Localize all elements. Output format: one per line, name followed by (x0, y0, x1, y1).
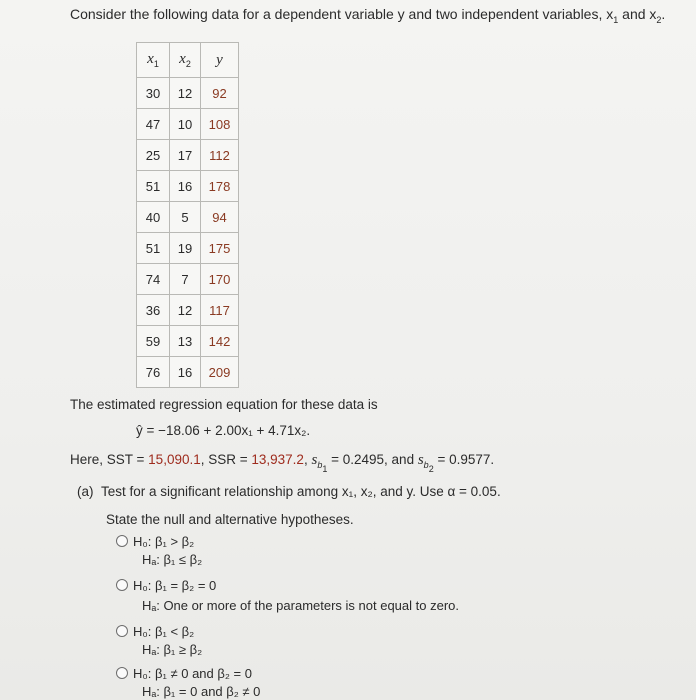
hypothesis-option-2-ha: Hₐ: One or more of the parameters is not equal to zero. (142, 598, 459, 613)
hypothesis-option-3[interactable]: H₀: β₁ < β₂ (116, 624, 194, 639)
cell-y: 178 (201, 171, 239, 202)
table-row (137, 295, 239, 326)
table-row (137, 109, 239, 140)
table-row (137, 357, 239, 388)
cell-x2: 12 (170, 295, 201, 326)
table-row (137, 78, 239, 109)
cell-x2: 17 (170, 140, 201, 171)
cell-x2: 5 (170, 202, 201, 233)
table-row (137, 233, 239, 264)
cell-x2: 12 (170, 78, 201, 109)
column-header-x2: $x_2$ (170, 43, 201, 78)
ssr-value: 13,937.2 (251, 452, 304, 467)
cell-x2: 10 (170, 109, 201, 140)
table-row (137, 202, 239, 233)
hypothesis-option-1[interactable]: H₀: β₁ > β₂ (116, 534, 194, 549)
sb2-value: = 0.9577. (437, 452, 495, 467)
cell-y: 92 (201, 78, 239, 109)
sb1-value: = 0.2495 (331, 452, 385, 467)
table-row (137, 326, 239, 357)
cell-y: 112 (201, 140, 239, 171)
table-header-row (137, 43, 239, 78)
hypothesis-option-4-ha: Hₐ: β₁ = 0 and β₂ ≠ 0 (142, 684, 261, 699)
radio-button[interactable] (116, 667, 128, 679)
cell-x2: 7 (170, 264, 201, 295)
regression-equation: ŷ = −18.06 + 2.00x₁ + 4.71x₂. (136, 423, 311, 438)
cell-x1: 25 (137, 140, 170, 171)
cell-x2: 13 (170, 326, 201, 357)
hypotheses-prompt: State the null and alternative hypotheses. (106, 512, 354, 527)
cell-y: 175 (201, 233, 239, 264)
column-header-x1: $x_1$ (137, 43, 170, 78)
cell-x1: 74 (137, 264, 170, 295)
cell-y: 142 (201, 326, 239, 357)
cell-x1: 51 (137, 233, 170, 264)
cell-x1: 30 (137, 78, 170, 109)
cell-x1: 76 (137, 357, 170, 388)
sum-of-squares-line: Here, SST = 15,090.1, SSR = 13,937.2, $s_{b_1} = 0.2495$, and $s_{b_2} = 0.9577$. (70, 452, 495, 474)
cell-y: 94 (201, 202, 239, 233)
cell-x1: 47 (137, 109, 170, 140)
cell-y: 108 (201, 109, 239, 140)
hypothesis-option-2[interactable]: H₀: β₁ = β₂ = 0 (116, 578, 216, 593)
cell-x1: 51 (137, 171, 170, 202)
part-a-question: (a) Test for a significant relationship among x₁, x₂, and y. Use α = 0.05. (77, 484, 501, 499)
radio-button[interactable] (116, 579, 128, 591)
cell-y: 170 (201, 264, 239, 295)
hypothesis-option-3-ha: Hₐ: β₁ ≥ β₂ (142, 642, 203, 657)
table-row (137, 171, 239, 202)
cell-x1: 40 (137, 202, 170, 233)
sst-value: 15,090.1 (148, 452, 201, 467)
radio-button[interactable] (116, 535, 128, 547)
cell-y: 209 (201, 357, 239, 388)
table-row (137, 140, 239, 171)
column-header-y: y (201, 43, 239, 78)
radio-button[interactable] (116, 625, 128, 637)
cell-x1: 59 (137, 326, 170, 357)
cell-x2: 16 (170, 357, 201, 388)
regression-intro: The estimated regression equation for these data is (70, 397, 378, 412)
cell-x1: 36 (137, 295, 170, 326)
table-row (137, 264, 239, 295)
hypothesis-option-4[interactable]: H₀: β₁ ≠ 0 and β₂ = 0 (116, 666, 252, 681)
cell-x2: 19 (170, 233, 201, 264)
cell-x2: 16 (170, 171, 201, 202)
cell-y: 117 (201, 295, 239, 326)
problem-intro: Consider the following data for a dependent variable y and two independent variables, $x_1$ and $x_2$. (70, 6, 666, 25)
data-table (136, 42, 239, 388)
hypothesis-option-1-ha: Hₐ: β₁ ≤ β₂ (142, 552, 203, 567)
